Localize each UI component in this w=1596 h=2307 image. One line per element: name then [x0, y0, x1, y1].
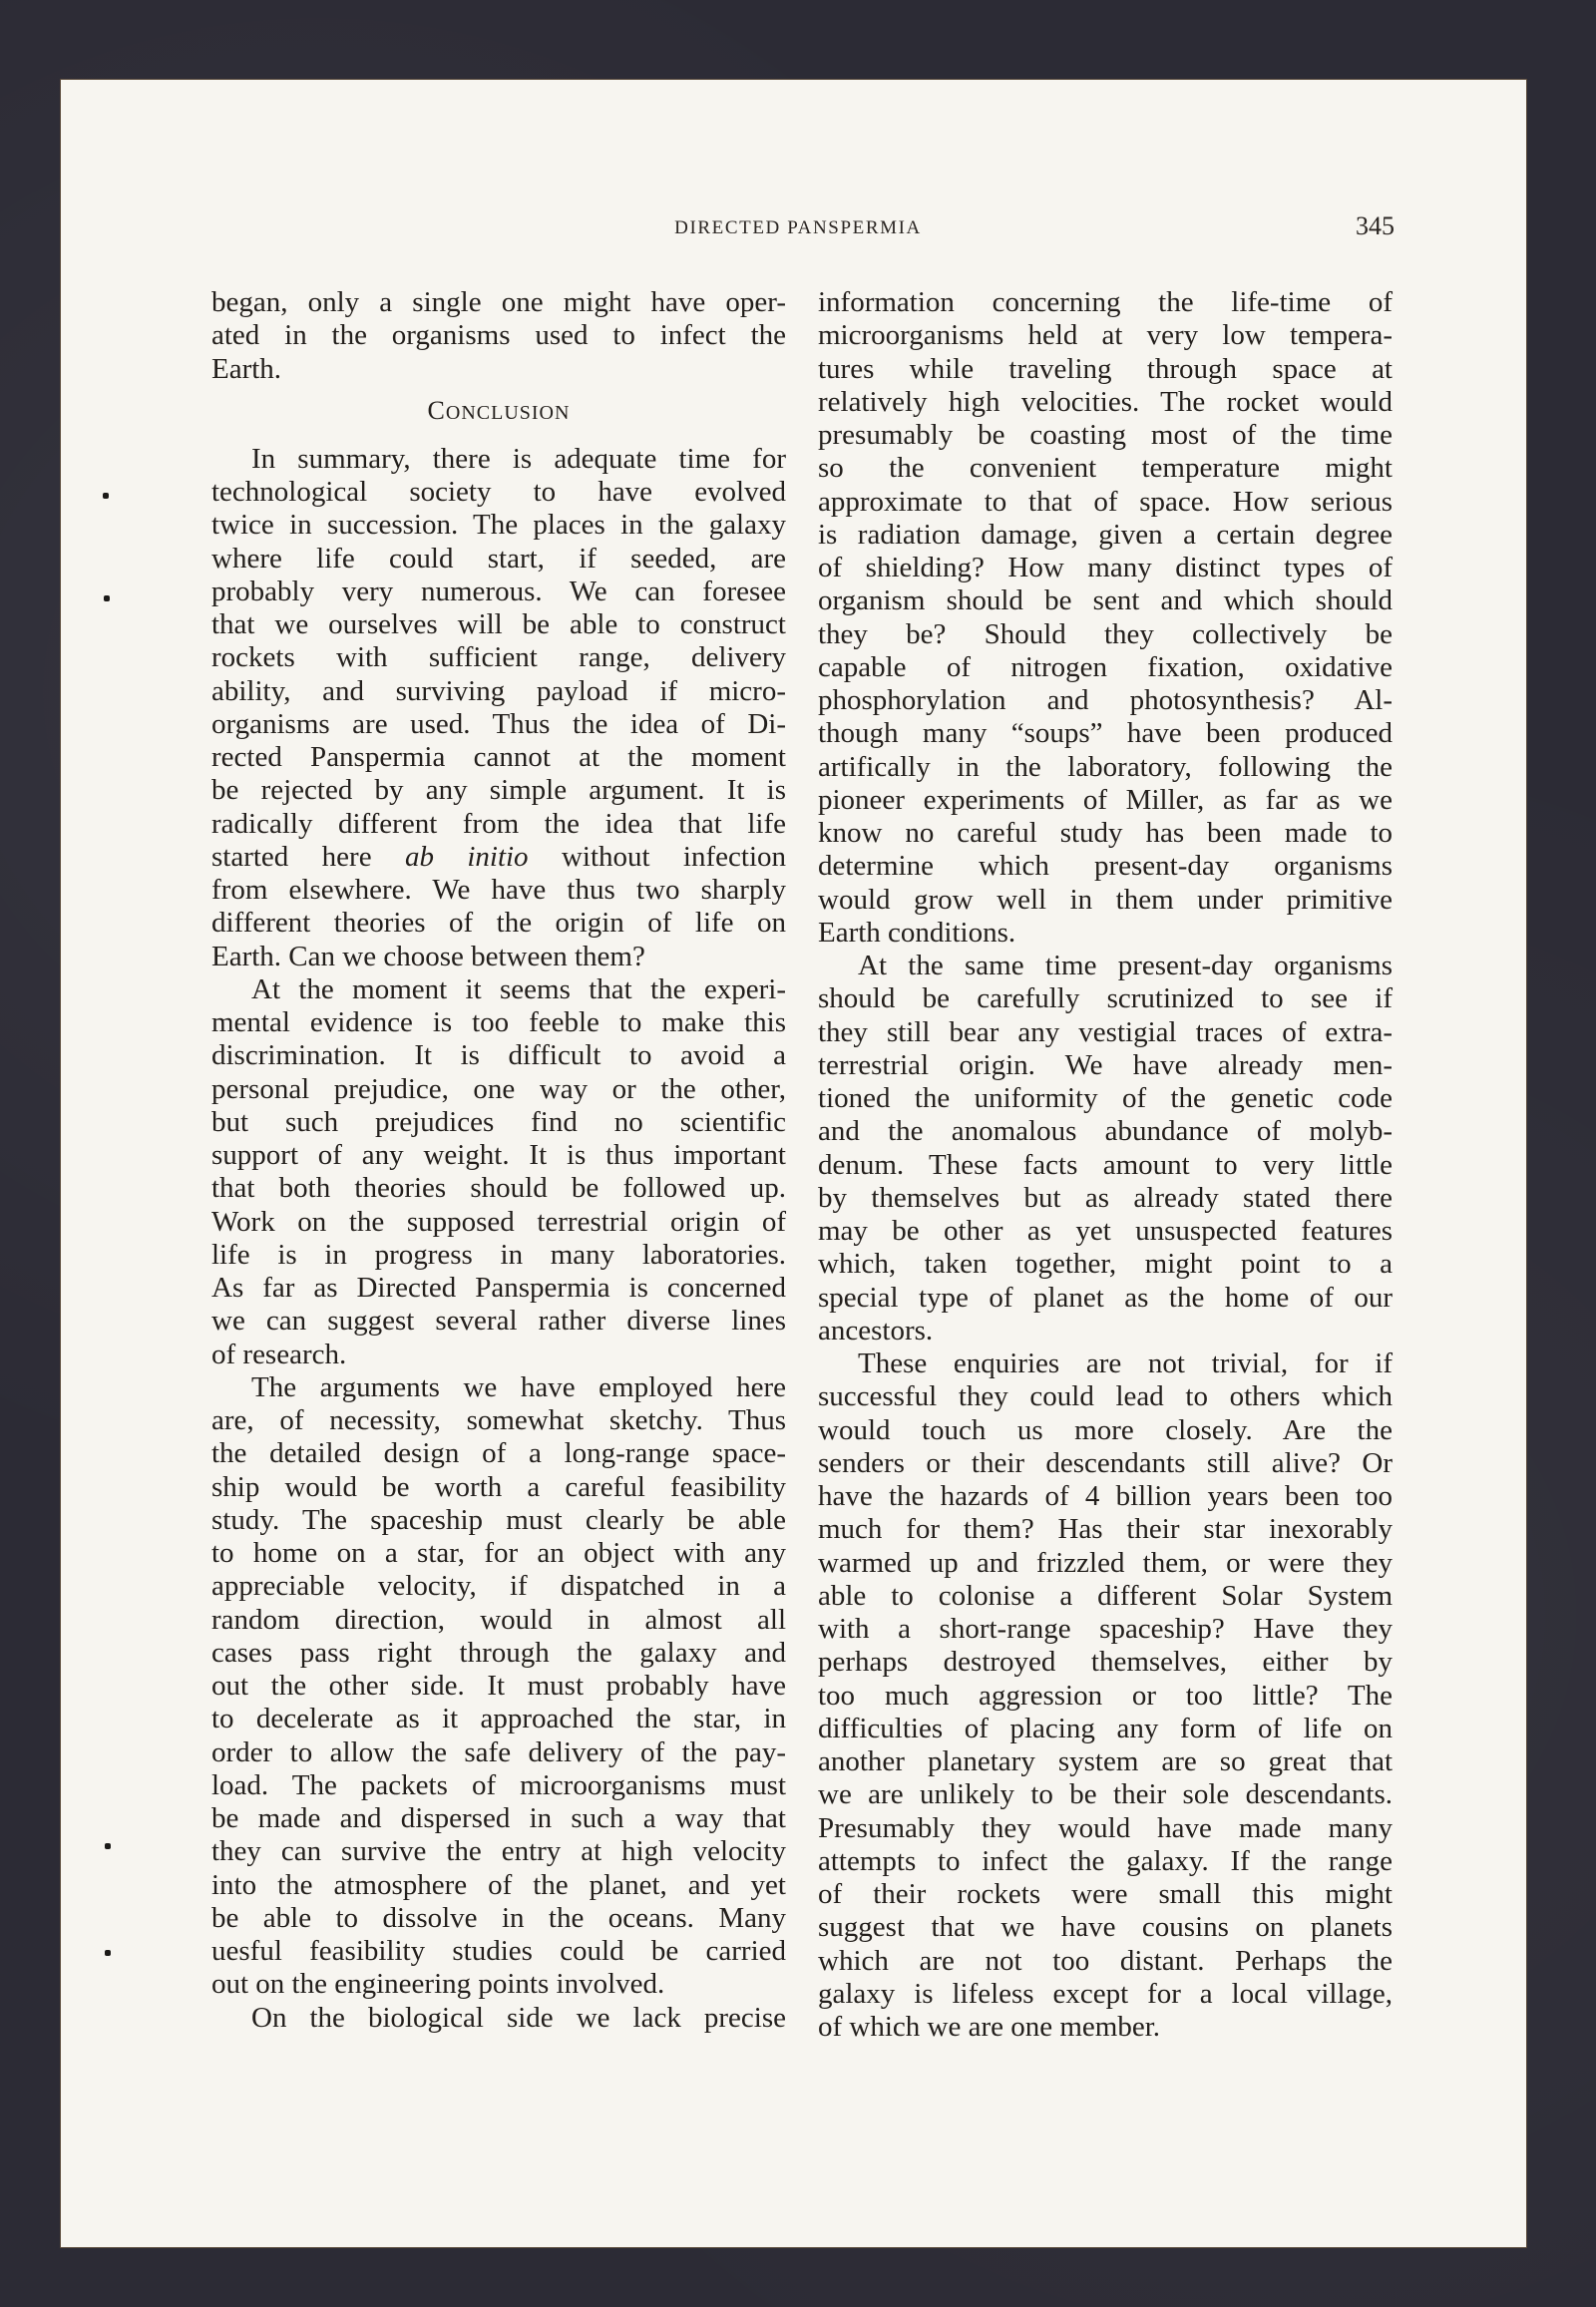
text-line: life is in progress in many laboratories. [211, 1238, 786, 1271]
text-line: These enquiries are not trivial, for if [858, 1347, 1393, 1379]
text-line: suggest that we have cousins on planets [818, 1911, 1393, 1944]
text-line: able to colonise a different Solar System [818, 1579, 1393, 1612]
text-line: As far as Directed Panspermia is concerned [211, 1272, 786, 1304]
text-line: should be carefully scrutinized to see if [818, 982, 1393, 1015]
margin-mark [103, 493, 109, 499]
text-line: Earth. [211, 352, 282, 385]
margin-mark [105, 1950, 111, 1956]
text-line: personal prejudice, one way or the other, [211, 1072, 786, 1105]
text-line: denum. These facts amount to very little [818, 1148, 1393, 1181]
text-line: mental evidence is too feeble to make this [211, 1006, 786, 1038]
text-line: where life could start, if seeded, are [211, 542, 786, 575]
text-line: relatively high velocities. The rocket would [818, 385, 1393, 418]
text-line: ancestors. [818, 1314, 934, 1346]
text-line: know no careful study has been made to [818, 817, 1393, 849]
text-line: organisms are used. Thus the idea of Di- [211, 707, 786, 740]
text-line: presumably be coasting most of the time [818, 419, 1393, 451]
text-line: information concerning the life-time of [818, 286, 1393, 318]
text-line: terrestrial origin. We have already men- [818, 1048, 1393, 1081]
text-line: radically different from the idea that life [211, 807, 786, 840]
text-line: ability, and surviving payload if micro- [211, 674, 786, 707]
text-line: are, of necessity, somewhat sketchy. Thus [211, 1404, 786, 1436]
text-line: attempts to infect the galaxy. If the range [818, 1844, 1393, 1877]
text-line: they be? Should they collectively be [818, 617, 1393, 650]
text-line: probably very numerous. We can foresee [211, 575, 786, 607]
text-line: and the anomalous abundance of molyb- [818, 1115, 1393, 1148]
text-line: The arguments we have employed here [251, 1370, 786, 1403]
text-line: determine which present-day organisms [818, 850, 1393, 883]
text-line: Earth. Can we choose between them? [211, 940, 645, 972]
text-line: have the hazards of 4 billion years been too [818, 1480, 1393, 1512]
text-line: with a short-range spaceship? Have they [818, 1613, 1393, 1645]
text-line: Presumably they would have made many [818, 1811, 1393, 1844]
text-line: organism should be sent and which should [818, 584, 1393, 617]
text-line: uesful feasibility studies could be carried [211, 1935, 786, 1967]
text-line: of their rockets were small this might [818, 1878, 1393, 1910]
text-line: from elsewhere. We have thus two sharply [211, 874, 786, 906]
text-line: into the atmosphere of the planet, and yet [211, 1868, 786, 1901]
text-line: began, only a single one might have oper- [211, 286, 786, 318]
text-line: too much aggression or too little? The [818, 1679, 1393, 1712]
text-line: ship would be worth a careful feasibility [211, 1470, 786, 1503]
text-line: load. The packets of microorganisms must [211, 1768, 786, 1801]
text-line: of which we are one member. [818, 2011, 1161, 2043]
text-line: out the other side. It must probably have [211, 1670, 786, 1702]
text-line: of research. [211, 1338, 347, 1370]
text-line: which, taken together, might point to a [818, 1248, 1393, 1281]
text-line: be able to dissolve in the oceans. Many [211, 1901, 786, 1934]
text-line: would touch us more closely. Are the [818, 1413, 1393, 1446]
text-line: another planetary system are so great that [818, 1745, 1393, 1777]
text-line: capable of nitrogen fixation, oxidative [818, 650, 1393, 683]
text-line: senders or their descendants still alive? Or [818, 1446, 1393, 1479]
text-line: may be other as yet unsuspected features [818, 1215, 1393, 1247]
text-line: approximate to that of space. How serious [818, 485, 1393, 518]
text-line: would grow well in them under primitive [818, 883, 1393, 916]
italic-phrase: ab initio [404, 840, 529, 873]
text-line: study. The spaceship must clearly be able [211, 1503, 786, 1536]
text-line: but such prejudices find no scientific [211, 1105, 786, 1138]
text-line: so the convenient temperature might [818, 452, 1393, 485]
text-line: they still bear any vestigial traces of extra- [818, 1015, 1393, 1048]
text-line: order to allow the safe delivery of the pay- [211, 1735, 786, 1768]
text-line: twice in succession. The places in the galaxy [211, 509, 786, 542]
text-line: cases pass right through the galaxy and [211, 1636, 786, 1669]
running-head: DIRECTED PANSPERMIA [674, 217, 922, 238]
text-line: to decelerate as it approached the star, in [211, 1703, 786, 1735]
text-line: discrimination. It is difficult to avoid a [211, 1039, 786, 1072]
margin-mark [105, 1843, 111, 1849]
text-line: perhaps destroyed themselves, either by [818, 1646, 1393, 1679]
text-line: At the moment it seems that the experi- [251, 972, 786, 1005]
page-number: 345 [1356, 211, 1395, 240]
text-line: special type of planet as the home of our [818, 1281, 1393, 1314]
text-line: ated in the organisms used to infect the [211, 319, 786, 352]
text-line: technological society to have evolved [211, 476, 786, 508]
text-line: Earth conditions. [818, 916, 1016, 949]
text-line: we are unlikely to be their sole descendants. [818, 1778, 1393, 1811]
text-line: much for them? Has their star inexorably [818, 1513, 1393, 1546]
text-line: rected Panspermia cannot at the moment [211, 741, 786, 773]
text-line: which are not too distant. Perhaps the [818, 1944, 1393, 1977]
margin-mark [104, 595, 110, 601]
text-line: started here ab initio without infection [211, 840, 786, 873]
text-line: that both theories should be followed up. [211, 1172, 786, 1205]
text-line: galaxy is lifeless except for a local village, [818, 1977, 1393, 2010]
text-line: appreciable velocity, if dispatched in a [211, 1570, 786, 1603]
text-line: rockets with sufficient range, delivery [211, 641, 786, 674]
text-line: artifically in the laboratory, following the [818, 750, 1393, 783]
text-line: we can suggest several rather diverse lines [211, 1305, 786, 1338]
text-line: microorganisms held at very low tempera- [818, 319, 1393, 352]
text-line: by themselves but as already stated there [818, 1181, 1393, 1214]
text-line: Work on the supposed terrestrial origin of [211, 1205, 786, 1238]
text-line: though many “soups” have been produced [818, 717, 1393, 750]
text-line: the detailed design of a long-range space- [211, 1437, 786, 1470]
text-line: In summary, there is adequate time for [251, 442, 786, 475]
text-line: out on the engineering points involved. [211, 1968, 665, 2001]
section-heading: CONCLUSION [427, 395, 571, 425]
text-line: is radiation damage, given a certain degree [818, 518, 1393, 551]
text-line: difficulties of placing any form of life on [818, 1712, 1393, 1744]
text-line: At the same time present-day organisms [858, 950, 1393, 981]
text-line: pioneer experiments of Miller, as far as we [818, 783, 1393, 816]
text-line: On the biological side we lack precise [251, 2001, 786, 2034]
text-line: successful they could lead to others which [818, 1380, 1393, 1413]
text-line: be rejected by any simple argument. It is [211, 774, 786, 807]
text-line: support of any weight. It is thus important [211, 1139, 786, 1171]
text-line: phosphorylation and photosynthesis? Al- [818, 684, 1393, 716]
text-line: tioned the uniformity of the genetic code [818, 1082, 1393, 1114]
text-line: to home on a star, for an object with any [211, 1537, 786, 1569]
text-line: they can survive the entry at high velocity [211, 1835, 786, 1868]
text-line: of shielding? How many distinct types of [818, 552, 1393, 583]
text-line: be made and dispersed in such a way that [211, 1802, 786, 1834]
text-line: warmed up and frizzled them, or were they [818, 1546, 1393, 1579]
text-line: random direction, would in almost all [211, 1603, 786, 1636]
text-line: tures while traveling through space at [818, 352, 1393, 385]
text-line: different theories of the origin of life on [211, 907, 786, 940]
text-line: that we ourselves will be able to construct [211, 608, 786, 640]
